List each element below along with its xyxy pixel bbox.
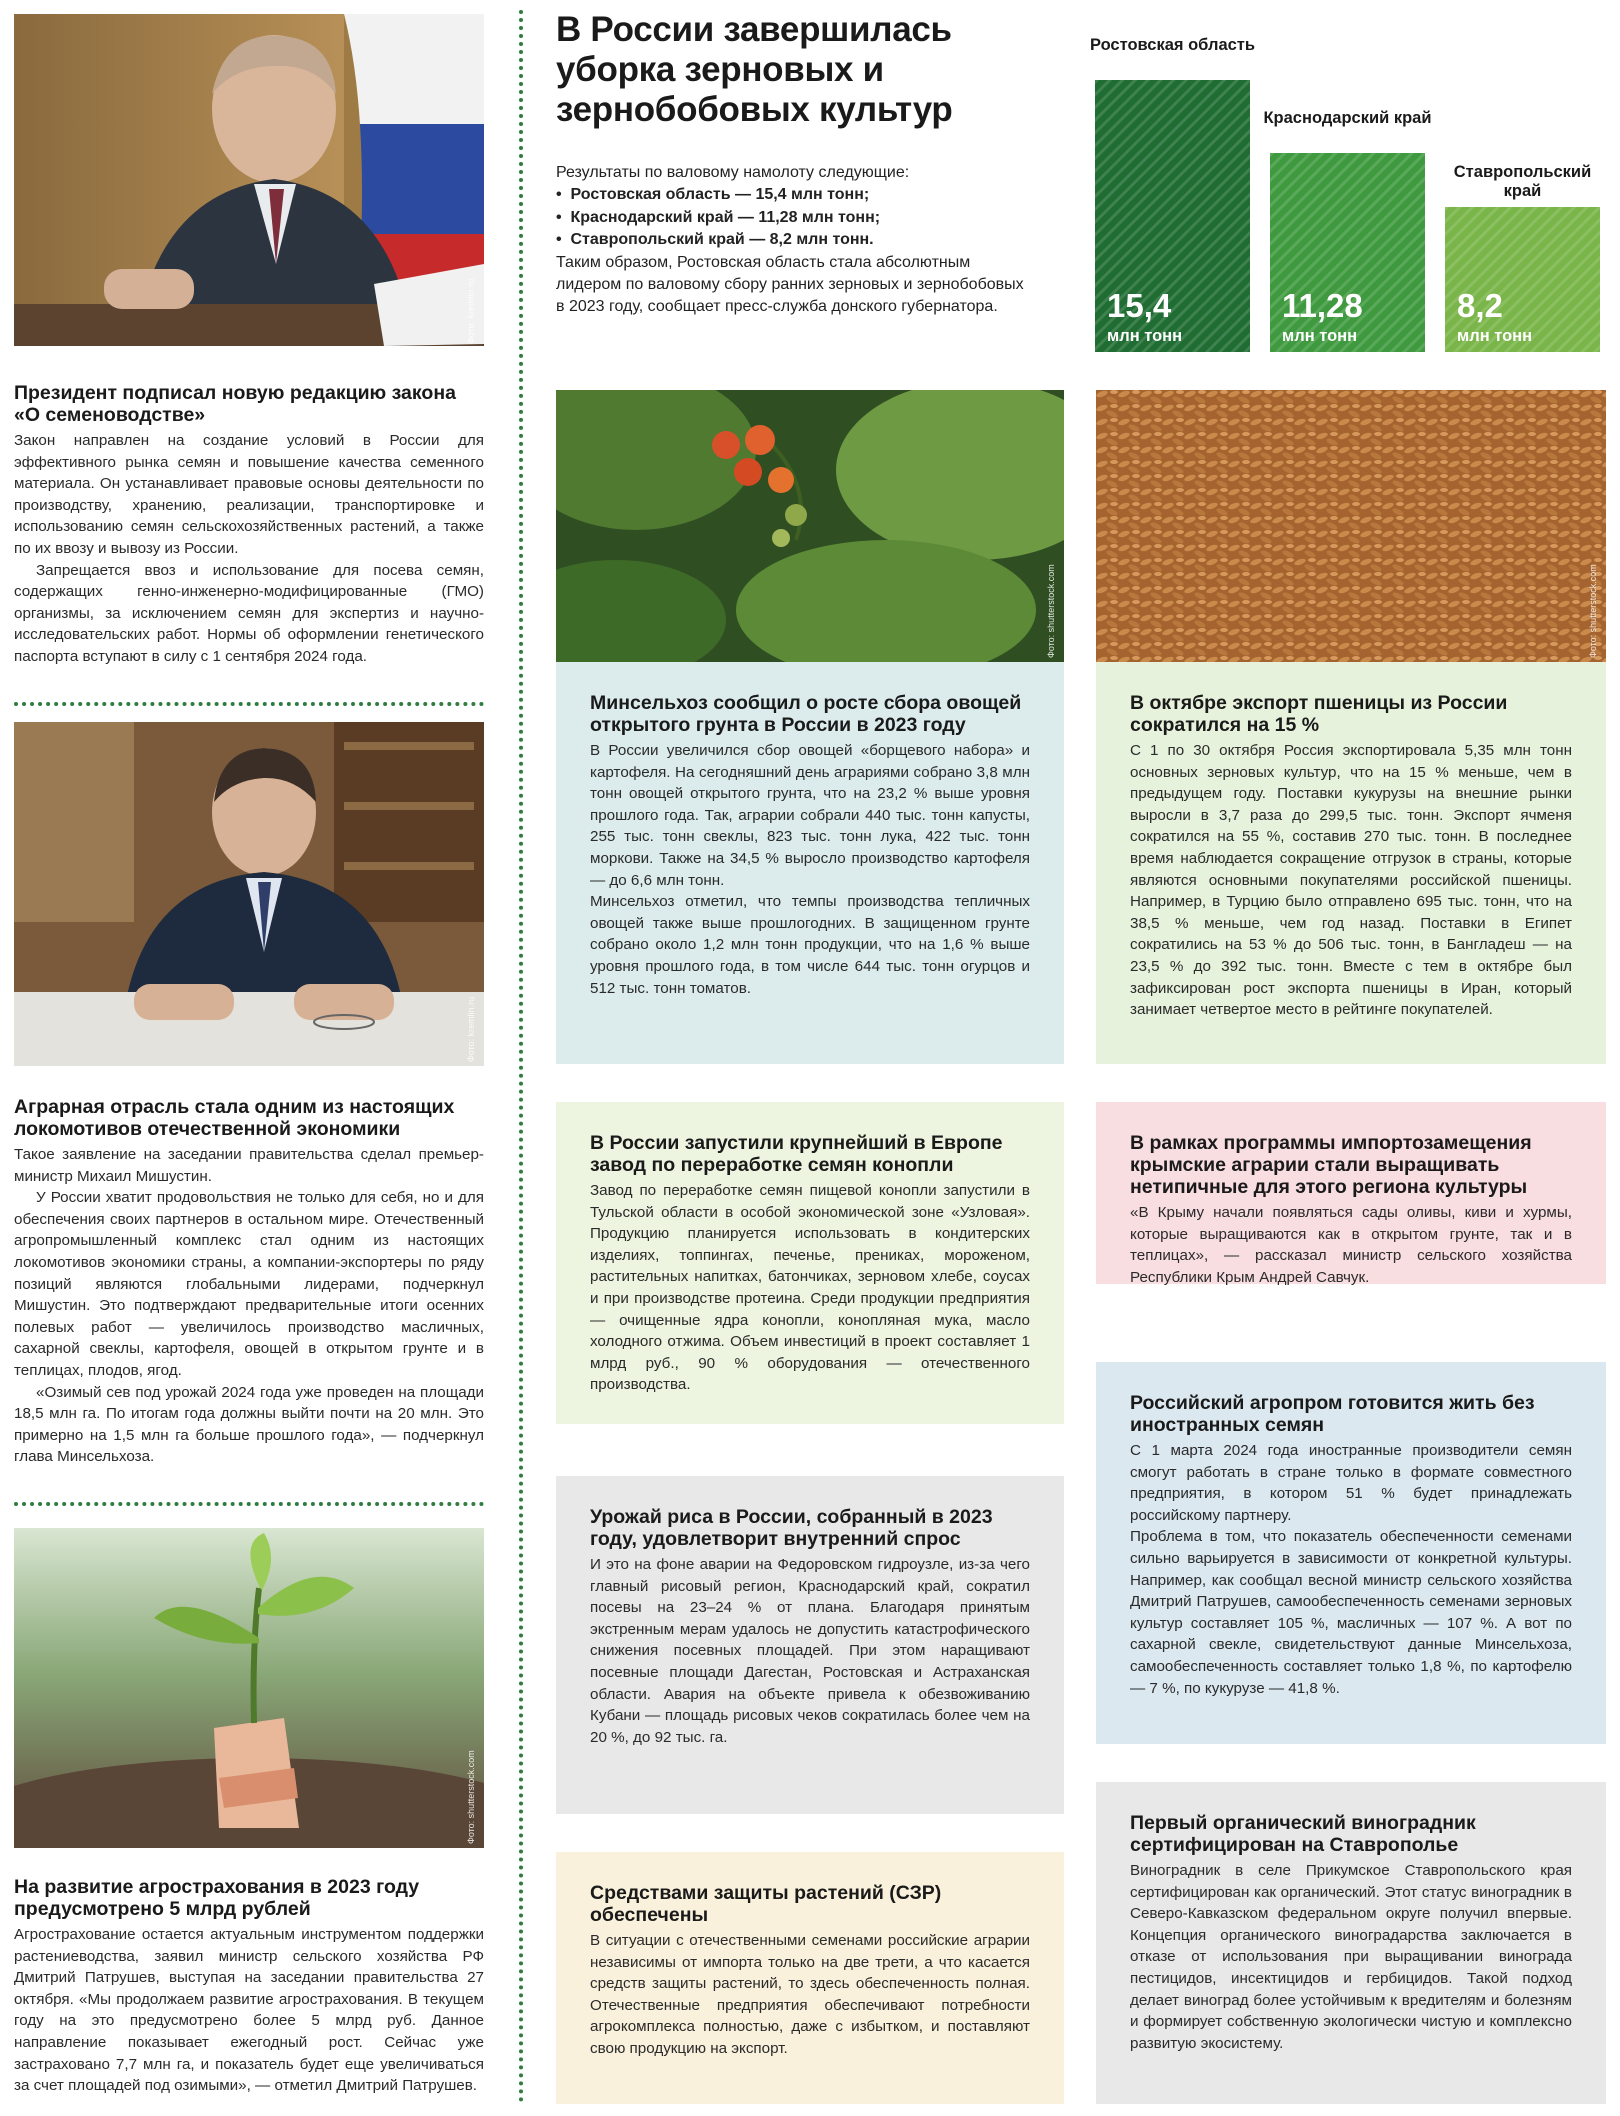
paragraph: «В Крыму начали появляться сады оливы, киви и хурмы, которые выращиваются как в открытом грунте, так и в теплицах», — рассказал министр сельского хозяйства Республики Крым Андрей Савчук. bbox=[1130, 1204, 1572, 1286]
box-hemp-plant bbox=[556, 1102, 1064, 1424]
box-wheat-export bbox=[1096, 662, 1606, 1064]
paragraph: И это на фоне аварии на Федоровском гидроузле, из-за чего главный рисовый регион, Краснодарский край, сократил посевы на 23–24 % от плана. Благодаря принятым экстренным мерам удалось не допустить катастрофического снижения посевных площадей. При этом наращивают посевные площади Дагестан, Ростовская и Астраханская области. Авария на объекте привела к обезвоживанию Кубани — площадь рисовых чеков сократилась более чем на 20 %, до 92 тыс. га. bbox=[590, 1556, 1030, 1746]
bullet-mark: • bbox=[556, 186, 562, 204]
bullet-rostov bbox=[556, 184, 1026, 206]
president-photo bbox=[14, 14, 484, 346]
box-body bbox=[590, 1180, 1030, 1396]
photo-credit: Фото: shutterstock.com bbox=[1046, 564, 1056, 658]
paragraph: В России увеличился сбор овощей «борщевого набора» и картофеля. На сегодняшний день аграриями собрано 3,8 млн тонн овощей открытого грунта, что на 23,2 % выше уровня прошлого года. Так, аграрии собрали 440 тыс. тонн капусты, 255 тыс. тонн свеклы, 823 тыс. тонн лука, 422 тыс. тонн моркови. Также на 34,5 % выросло производство картофеля — до 6,6 млн тонн. bbox=[590, 742, 1030, 889]
box-body bbox=[1130, 1860, 1572, 2054]
paragraph: С 1 по 30 октября Россия экспортировала 5,35 млн тонн основных зерновых культур, что на 15 % меньше, чем в предыдущем году. Поставки кукурузы на внешние рынки выросли в 3,7 раза до 299,5 тыс. тонн. Экспорт ячменя сократился на 55 %, составив 270 тыс. тонн. В последнее время наблюдается сокращение отгрузок в страны, которые являются основными покупателями российской пшеницы. Например, в Турцию было отправлено 695 тыс. тонн, что на 38,5 % меньше, чем год назад. Поставки в Египет сократились на 53 % до 506 тыс. тонн, в Бангладеш — на 23,5 % до 392 тыс. тонн. Вместе с тем в октябре был зафиксирован рост экспорта пшеницы в Иран, который занимает четвертое место в рейтинге покупателей. bbox=[1130, 742, 1572, 1019]
intro-tail: Таким образом, Ростовская область стала абсолютным лидером по валовому сбору ранних зерновых и зернобобовых в 2023 году, сообщает пресс-служба донского губернатора. bbox=[556, 253, 1024, 316]
dotted-divider bbox=[14, 1502, 484, 1506]
dotted-divider bbox=[14, 702, 484, 706]
box-title: В России запустили крупнейший в Европе завод по переработке семян конопли bbox=[590, 1132, 1003, 1176]
box-title: Первый органический виноградник сертифицирован на Ставрополье bbox=[1130, 1812, 1476, 1856]
bullet-krasnodar bbox=[556, 207, 1026, 229]
harvest-bar-chart bbox=[1089, 20, 1610, 352]
box-title: В рамках программы импортозамещения крымские аграрии стали выращивать нетипичные для этого региона культуры bbox=[1130, 1132, 1532, 1198]
paragraph: Агрострахование остается актуальным инструментом поддержки растениеводства, заявил министр сельского хозяйства РФ Дмитрий Патрушев, выступая на заседании правительства 27 октября. «Мы продолжаем развитие агрострахования. В текущем году на это предусмотрено более 5 млрд руб. Данное направление показывает ежегодный рост. Сейчас уже застраховано 7,7 млн га, и показатель будет еще увеличиваться за счет площадей под озимыми», — отметил Дмитрий Патрушев. bbox=[14, 1926, 484, 2095]
bar-unit: млн тонн bbox=[1282, 327, 1358, 345]
photo-credit: Фото: kremlin.ru bbox=[466, 278, 476, 344]
bar-value: 11,28 bbox=[1282, 287, 1363, 324]
box-title: Минсельхоз сообщил о росте сбора овощей открытого грунта в России в 2023 году bbox=[590, 692, 1022, 736]
box-body bbox=[590, 1930, 1030, 2060]
photo-credit: Фото: kremlin.ru bbox=[466, 996, 476, 1062]
article-title-insurance: На развитие агрострахования в 2023 году предусмотрено 5 млрд рублей bbox=[14, 1876, 420, 1920]
paragraph: Закон направлен на создание условий в России для эффективного рынка семян и повышение качества семенного материала. Он устанавливает правовые основы деятельности по производству, хранению, реализации, транспортировке и использованию семян сельскохозяйственных растений, а также по их ввозу и вывозу из России. bbox=[14, 432, 484, 557]
box-body bbox=[1130, 1440, 1572, 1699]
box-vineyard bbox=[1096, 1782, 1606, 2104]
bullet-text: Ставропольский край — 8,2 млн тонн. bbox=[570, 231, 874, 249]
box-body bbox=[590, 740, 1030, 999]
article-body-seed-law bbox=[14, 430, 484, 668]
bar-unit: млн тонн bbox=[1457, 327, 1533, 345]
paragraph: Такое заявление на заседании правительства сделал премьер-министр Михаил Мишустин. bbox=[14, 1146, 484, 1185]
bullet-text: Ростовская область — 15,4 млн тонн; bbox=[570, 186, 870, 204]
box-plant-protection bbox=[556, 1852, 1064, 2104]
paragraph: «Озимый сев под урожай 2024 года уже проведен на площади 18,5 млн га. По итогам года должны выйти почти на 20 млн. Это примерно на 1,5 млн га больше прошлого года», — подчеркнул глава Минсельхоза. bbox=[14, 1383, 484, 1466]
bullet-text: Краснодарский край — 11,28 млн тонн; bbox=[570, 208, 881, 226]
box-title: Российский агропром готовится жить без иностранных семян bbox=[1130, 1392, 1535, 1436]
box-title: В октябре экспорт пшеницы из России сократился на 15 % bbox=[1130, 692, 1508, 736]
paragraph: Запрещается ввоз и использование для посева семян, содержащих генно-инженерно-модифицированные (ГМО) организмы, за исключением семян для экспертиз и научно-исследовательских работ. Нормы об оформлении генетического паспорта вступают в силу с 1 сентября 2024 года. bbox=[14, 561, 484, 665]
bar-label-stavropol: Ставропольский край bbox=[1453, 163, 1592, 200]
paragraph: Проблема в том, что показатель обеспеченности семенами сильно варьируется в зависимости от конкретной культуры. Например, как сообщал весной министр сельского хозяйства Дмитрий Патрушев, самообеспеченность семенами зерновых культур составляет 105 %, масличных — 107 %. А вот по сахарной свекле, свидетельствуют данные Минсельхоза, самообеспеченность составляет только 1,8 %, по картофелю — 7 %, по кукурузе — 41,8 %. bbox=[1130, 1528, 1572, 1697]
sprout-photo bbox=[14, 1528, 484, 1848]
box-title: Средствами защиты растений (СЗР) обеспечены bbox=[590, 1882, 942, 1926]
bar-value: 8,2 bbox=[1457, 287, 1503, 324]
main-headline: В России завершилась уборка зерновых и зернобобовых культур bbox=[556, 10, 953, 129]
bullet-stavropol bbox=[556, 229, 1026, 251]
box-crimea bbox=[1096, 1102, 1606, 1284]
bar-label-krasnodar: Краснодарский край bbox=[1263, 109, 1432, 127]
paragraph: Виноградник в селе Прикумское Ставропольского края сертифицирован как органический. Этот статус виноградник в Северо-Кавказском федеральном округе получил впервые. Концепция органического виноградарства заключается в отказе от использования при выращивании винограда пестицидов, инсектицидов и гербицидов. Такой подход делает виноград более устойчивым к вредителям и болезням и формирует собственную экологически чистую и комплексно развитую экосистему. bbox=[1130, 1862, 1572, 2052]
article-title-agrarian: Аграрная отрасль стала одним из настоящих локомотивов отечественной экономики bbox=[14, 1096, 455, 1140]
grain-photo bbox=[1096, 390, 1606, 662]
harvest-intro bbox=[556, 162, 1026, 319]
mishustin-photo bbox=[14, 722, 484, 1066]
box-vegetables bbox=[556, 662, 1064, 1064]
box-title: Урожай риса в России, собранный в 2023 году, удовлетворит внутренний спрос bbox=[590, 1506, 993, 1550]
bar-rostov bbox=[1095, 80, 1250, 352]
box-foreign-seeds bbox=[1096, 1362, 1606, 1744]
bar-value: 15,4 bbox=[1107, 287, 1172, 324]
bullet-mark: • bbox=[556, 231, 562, 249]
bar-label-rostov: Ростовская область bbox=[1089, 36, 1256, 54]
bullet-mark: • bbox=[556, 208, 562, 226]
tomato-photo bbox=[556, 390, 1064, 662]
article-body-agrarian bbox=[14, 1144, 484, 1468]
box-rice bbox=[556, 1476, 1064, 1814]
article-title-seed-law: Президент подписал новую редакцию закона «О семеноводстве» bbox=[14, 382, 456, 426]
paragraph: Завод по переработке семян пищевой конопли запустили в Тульской области в особой экономической зоне «Узловая». Продукцию планируется использовать в кондитерских изделиях, топпингах, печенье, прениках, мороженом, растительных напитках, батончиках, зерновом хлебе, соусах и при производстве протеина. Среди продукции предприятия — очищенные ядра конопли, конопляная мука, масло холодного отжима. Объем инвестиций в проект составляет 1 млрд руб., 90 % оборудования — отечественного производства. bbox=[590, 1182, 1030, 1394]
bar-stavropol bbox=[1445, 207, 1600, 352]
paragraph: С 1 марта 2024 года иностранные производители семян смогут работать в стране только в формате совместного предприятия, в котором 51 % будет принадлежать российскому партнеру. bbox=[1130, 1442, 1572, 1524]
box-body bbox=[1130, 740, 1572, 1021]
intro-lead: Результаты по валовому намолоту следующие: bbox=[556, 164, 910, 181]
bar-krasnodar bbox=[1270, 153, 1425, 352]
column-divider bbox=[519, 10, 523, 2104]
box-body bbox=[590, 1554, 1030, 1748]
paragraph: У России хватит продовольствия не только для себя, но и для обеспечения своих партнеров в остальном мире. Отечественный агропромышленный комплекс стал одним из настоящих локомотивов экономики страны, а компании-экспортеры по ряду позиций являются глобальными лидерами, подчеркнул Мишустин. Это подтверждают предварительные итоги осенних полевых работ — увеличилось производство масличных, сахарной свеклы, картофеля, овощей в открытом грунте и в теплицах, плодов, ягод. bbox=[14, 1189, 484, 1379]
photo-credit: Фото: shutterstock.com bbox=[1588, 564, 1598, 658]
paragraph: В ситуации с отечественными семенами российские аграрии независимы от импорта только на две трети, а что касается средств защиты растений, то здесь обеспеченность полная. Отечественные предприятия обеспечивают потребности агрокомплекса полностью, даже с избытком, и поставляют свою продукцию на экспорт. bbox=[590, 1932, 1030, 2057]
paragraph: Минсельхоз отметил, что темпы производства тепличных овощей также выше прошлогодних. В защищенном грунте собрано около 1,2 млн тонн продукции, что на 1,6 % выше уровня прошлого года, в том числе 644 тыс. тонн огурцов и 512 тыс. тонн томатов. bbox=[590, 893, 1030, 997]
photo-credit: Фото: shutterstock.com bbox=[466, 1750, 476, 1844]
box-body bbox=[1130, 1202, 1572, 1288]
article-body-insurance bbox=[14, 1924, 484, 2097]
bar-unit: млн тонн bbox=[1107, 327, 1183, 345]
